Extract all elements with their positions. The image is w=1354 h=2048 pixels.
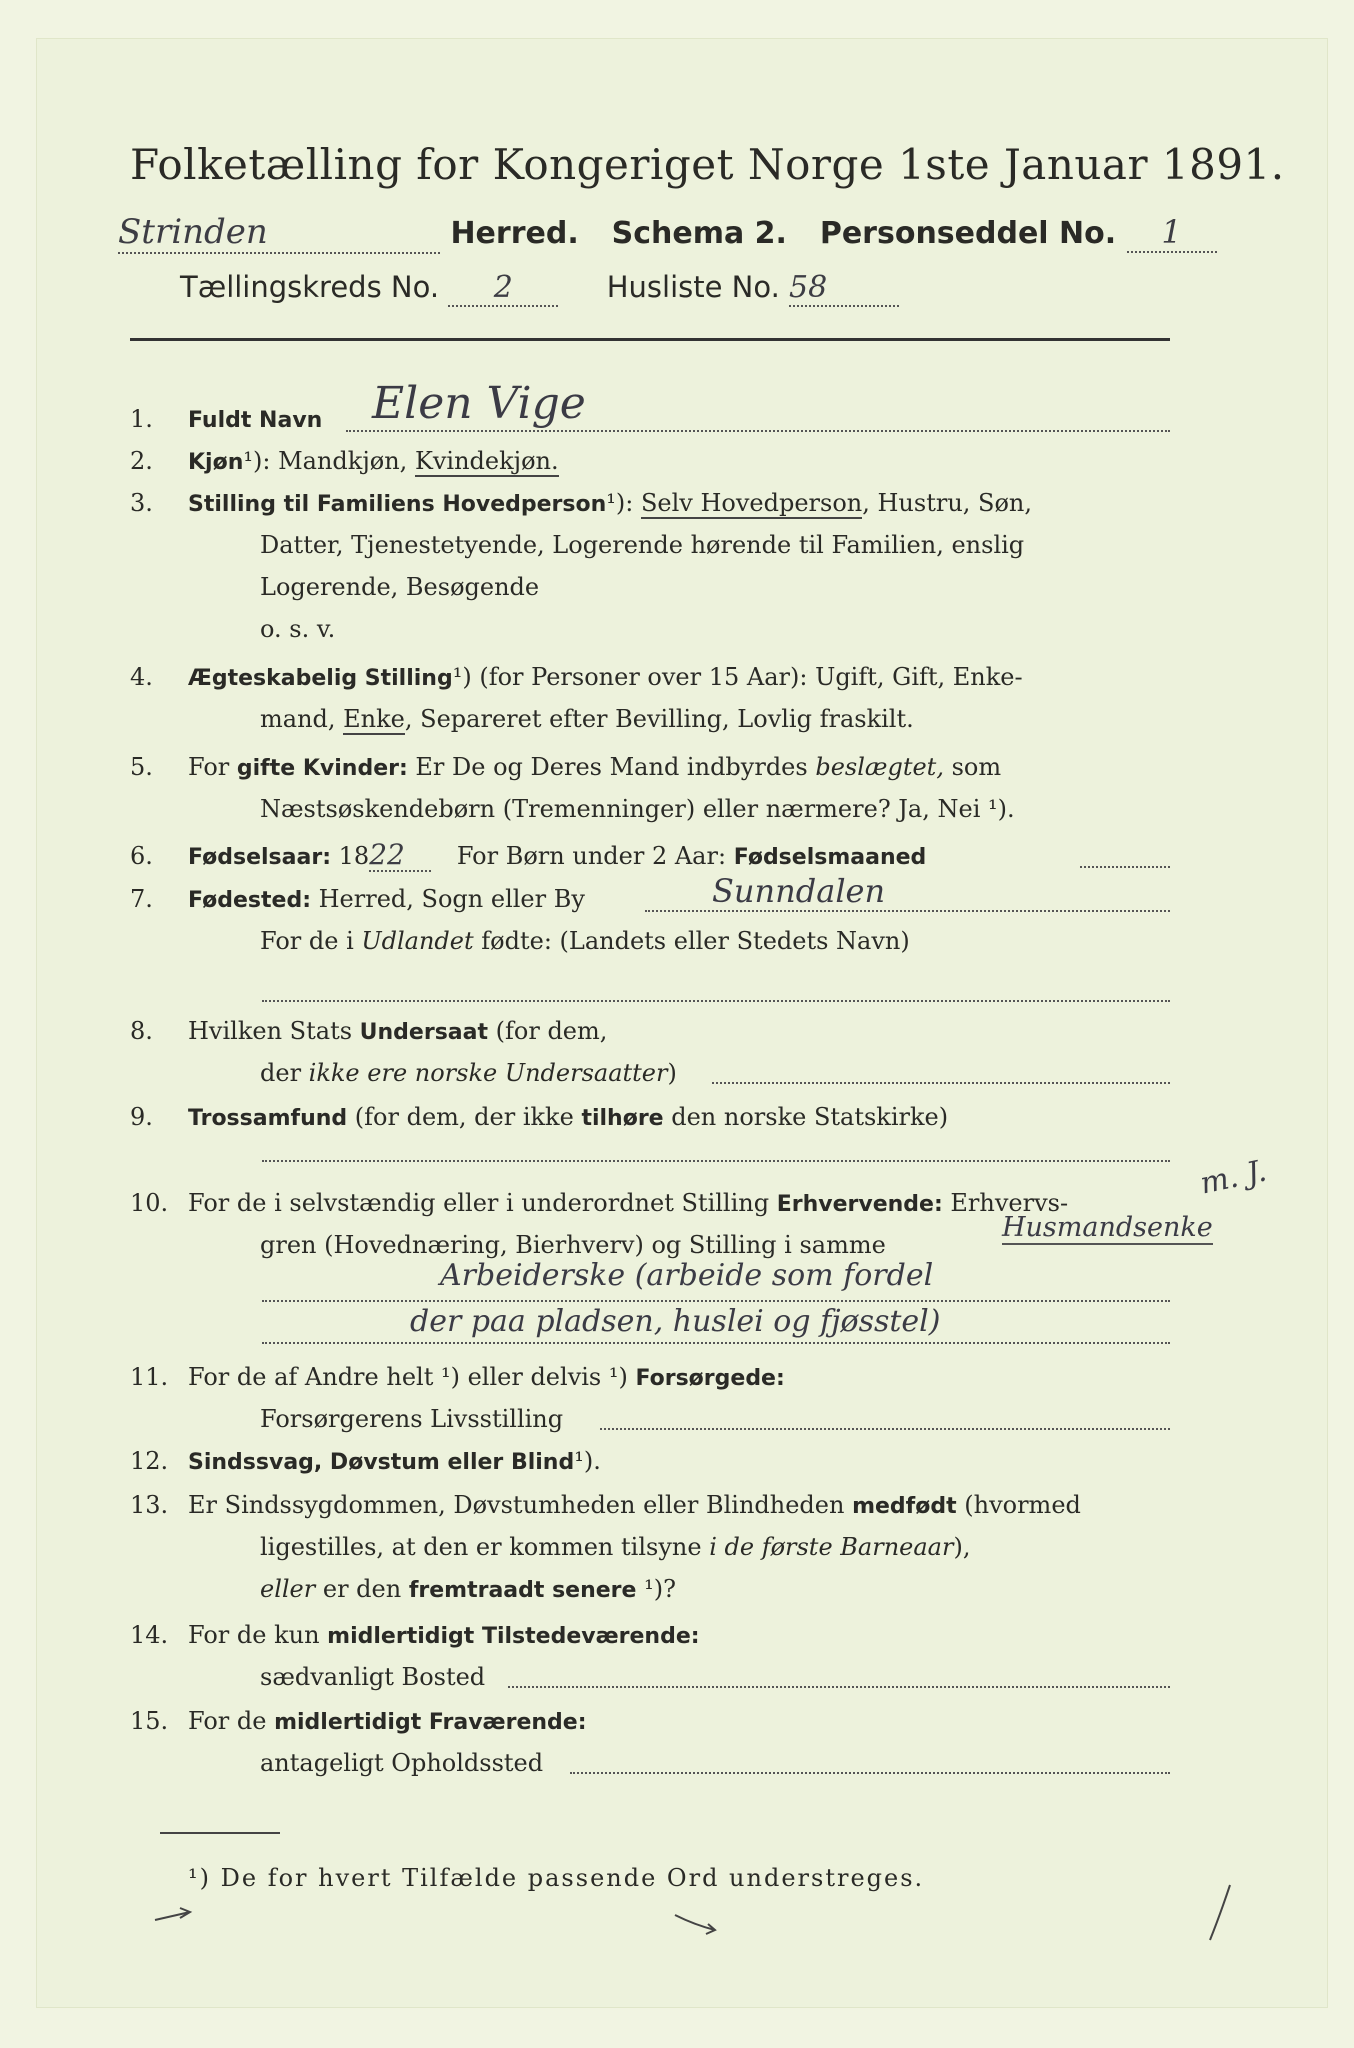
q10-answer-note: m. J. [1197, 1153, 1270, 1202]
q14-label: midlertidigt Tilstedeværende: [327, 1624, 700, 1649]
q12-text: ¹). [574, 1447, 601, 1475]
q13-line3-pre: er den [315, 1575, 409, 1603]
q7-line2-italic: Udlandet [361, 927, 474, 955]
q13-label: medfødt [852, 1494, 957, 1519]
q5-line2: Næstsøskendebørn (Tremenninger) eller nærmere? Ja, Nei ¹). [260, 795, 1015, 823]
q10-pre: For de i selvstændig eller i underordnet Stilling [188, 1189, 777, 1217]
q4-line2-rest: , Separeret efter Bevilling, Lovlig fraskilt. [404, 705, 914, 733]
q10-number: 10. [130, 1189, 169, 1217]
q15-label: midlertidigt Fraværende: [274, 1710, 587, 1735]
q5-pre: For [188, 753, 237, 781]
q3-line3: Logerende, Besøgende [260, 573, 540, 601]
q8-fill-line [712, 1082, 1170, 1084]
q4-row [130, 662, 1175, 694]
q11-number: 11. [130, 1363, 169, 1391]
q4-line2-pre: mand, [260, 705, 344, 733]
q11-pre: For de af Andre helt ¹) eller delvis ¹) [188, 1363, 636, 1391]
q13-line3 [260, 1574, 676, 1606]
q10-label: Erhvervende: [776, 1192, 943, 1217]
q1-number: 1. [130, 405, 153, 433]
q2-row [130, 446, 1175, 478]
q3-label: Stilling til Familiens Hovedperson [188, 492, 607, 517]
q9-end: den norske Statskirke) [663, 1103, 949, 1131]
pen-mark-center [670, 1910, 730, 1940]
q7-label: Fødested: [188, 888, 311, 913]
herred-value: Strinden [118, 212, 440, 254]
q2-option-female: Kvindekjøn. [414, 447, 559, 475]
q13-line2-pre: ligestilles, at den er kommen tilsyne [260, 1533, 710, 1561]
q7-line2-rest: fødte: (Landets eller Stedets Navn) [473, 927, 910, 955]
kreds-label: Tællingskreds No. [180, 270, 440, 304]
q13-line2 [260, 1532, 970, 1562]
q13-line3-rest: ¹)? [636, 1575, 676, 1603]
husliste-label: Husliste No. [606, 270, 780, 304]
q10-fill-line2 [262, 1300, 1170, 1302]
q5-row [130, 752, 1175, 784]
q4-label: Ægteskabelig Stilling [188, 666, 453, 691]
q9-bold2: tilhøre [581, 1106, 664, 1131]
q9-fill-line [262, 1160, 1170, 1162]
q8-line2-italic: ikke ere norske Undersaatter [308, 1059, 668, 1087]
q8-row [130, 1016, 1175, 1048]
q14-number: 14. [130, 1621, 169, 1649]
q5-number: 5. [130, 753, 153, 781]
q8-number: 8. [130, 1017, 153, 1045]
q9-row [130, 1102, 1175, 1134]
q12-row [130, 1446, 1175, 1478]
header-rule [130, 338, 1170, 341]
footnote: ¹) De for hvert Tilfælde passende Ord understreges. [188, 1864, 925, 1892]
q14-row [130, 1620, 1175, 1652]
q10-line2: gren (Hovednæring, Bierhverv) og Stilling i samme [260, 1231, 886, 1259]
q7-fill-line2 [262, 1000, 1170, 1002]
q3-pre: ¹): [606, 489, 641, 517]
q13-line2-rest: ), [953, 1533, 971, 1561]
q15-pre: For de [188, 1707, 275, 1735]
kreds-value: 2 [448, 270, 558, 307]
q15-number: 15. [130, 1707, 169, 1735]
q6-label2: Fødselsmaaned [733, 845, 927, 870]
q2-sup: ¹ [243, 447, 253, 475]
q11-fill-line [600, 1428, 1170, 1430]
q15-line2: antageligt Opholdssted [260, 1749, 544, 1777]
herred-label: Herred. [450, 216, 579, 251]
schema-label: Schema 2. [611, 216, 787, 251]
q4-text: ¹) (for Personer over 15 Aar): Ugift, Gift, Enke- [452, 663, 1023, 691]
q5-end: som [943, 753, 1002, 781]
q9-number: 9. [130, 1103, 153, 1131]
q5-label: gifte Kvinder: [236, 756, 408, 781]
q3-selected-option: Selv Hovedperson [640, 489, 863, 517]
q7-answer: Sunndalen [712, 872, 886, 910]
q13-text: (hvormed [956, 1491, 1081, 1519]
q13-line3-bold: fremtraadt senere [408, 1578, 637, 1603]
personseddel-label: Personseddel No. [819, 216, 1117, 251]
q2-label: Kjøn [188, 450, 244, 475]
q11-line2: Forsørgerens Livsstilling [260, 1405, 564, 1433]
q6-row [130, 840, 1175, 873]
q9-text: (for dem, der ikke [347, 1103, 582, 1131]
q1-label: Fuldt Navn [188, 408, 323, 433]
q7-text: Herred, Sogn eller By [311, 885, 585, 913]
footnote-rule [160, 1832, 280, 1834]
q12-number: 12. [130, 1447, 169, 1475]
q7-fill-line [645, 910, 1170, 912]
q8-line2-pre: der [260, 1059, 309, 1087]
q4-number: 4. [130, 663, 153, 691]
personseddel-value: 1 [1127, 213, 1217, 253]
husliste-value: 58 [789, 270, 899, 307]
header-line [118, 212, 1182, 256]
q3-row [130, 488, 1175, 520]
q7-line2 [260, 926, 910, 956]
q6-mid: For Børn under 2 Aar: [456, 842, 727, 870]
q13-line3-italic: eller [260, 1575, 316, 1603]
q2-number: 2. [130, 447, 153, 475]
q13-row [130, 1490, 1175, 1522]
q3-line2: Datter, Tjenestetyende, Logerende hørende til Familien, enslig [260, 531, 1025, 559]
q14-line2: sædvanligt Bosted [260, 1663, 486, 1691]
q1-answer: Elen Vige [372, 378, 586, 429]
q10-fill-line3 [262, 1342, 1170, 1344]
q6-year-value: 22 [369, 840, 431, 872]
pen-mark-left [150, 1900, 210, 1930]
kreds-line [180, 270, 1080, 314]
q3-number: 3. [130, 489, 153, 517]
q2-text: ): Mandkjøn, [253, 447, 415, 475]
q8-text: (for dem, [488, 1017, 608, 1045]
form-title: Folketælling for Kongeriget Norge 1ste Januar 1891. [130, 140, 1285, 189]
q8-line2 [260, 1058, 677, 1088]
q7-line2-pre: For de i [260, 927, 362, 955]
q8-line2-rest: ) [667, 1059, 677, 1087]
q5-italic: beslægtet, [815, 753, 944, 781]
q11-row [130, 1362, 1175, 1394]
pen-mark-right [1200, 1880, 1240, 1950]
q10-answer2: Arbeiderske (arbeide som fordel [440, 1258, 934, 1293]
q14-fill-line [508, 1686, 1170, 1688]
q7-number: 7. [130, 885, 153, 913]
q10-answer3: der paa pladsen, huslei og fjøsstel) [410, 1304, 941, 1339]
q10-answer1: Husmandsenke [1002, 1212, 1213, 1243]
q13-line2-italic: i de første Barneaar [709, 1533, 954, 1561]
q4-selected-option: Enke [343, 705, 405, 733]
q6-number: 6. [130, 842, 153, 870]
q6-fill-line [1080, 866, 1170, 868]
q10-text: Erhvervs- [942, 1189, 1069, 1217]
q4-line2 [260, 704, 914, 734]
q15-row [130, 1706, 1175, 1738]
q15-fill-line [570, 1772, 1170, 1774]
q6-label: Fødselsaar: [188, 845, 331, 870]
q1-fill-line [346, 430, 1170, 432]
q3-text: , Hustru, Søn, [862, 489, 1033, 517]
q9-label: Trossamfund [188, 1106, 348, 1131]
q6-year-prefix: 18 [338, 842, 370, 870]
q8-pre: Hvilken Stats [188, 1017, 360, 1045]
q14-pre: For de kun [188, 1621, 328, 1649]
q5-text: Er De og Deres Mand indbyrdes [407, 753, 816, 781]
q11-label: Forsørgede: [635, 1366, 785, 1391]
q13-number: 13. [130, 1491, 169, 1519]
q8-label: Undersaat [359, 1020, 489, 1045]
q3-line4: o. s. v. [260, 615, 336, 643]
q12-label: Sindssvag, Døvstum eller Blind [188, 1450, 575, 1475]
q13-pre: Er Sindssygdommen, Døvstumheden eller Blindheden [188, 1491, 853, 1519]
